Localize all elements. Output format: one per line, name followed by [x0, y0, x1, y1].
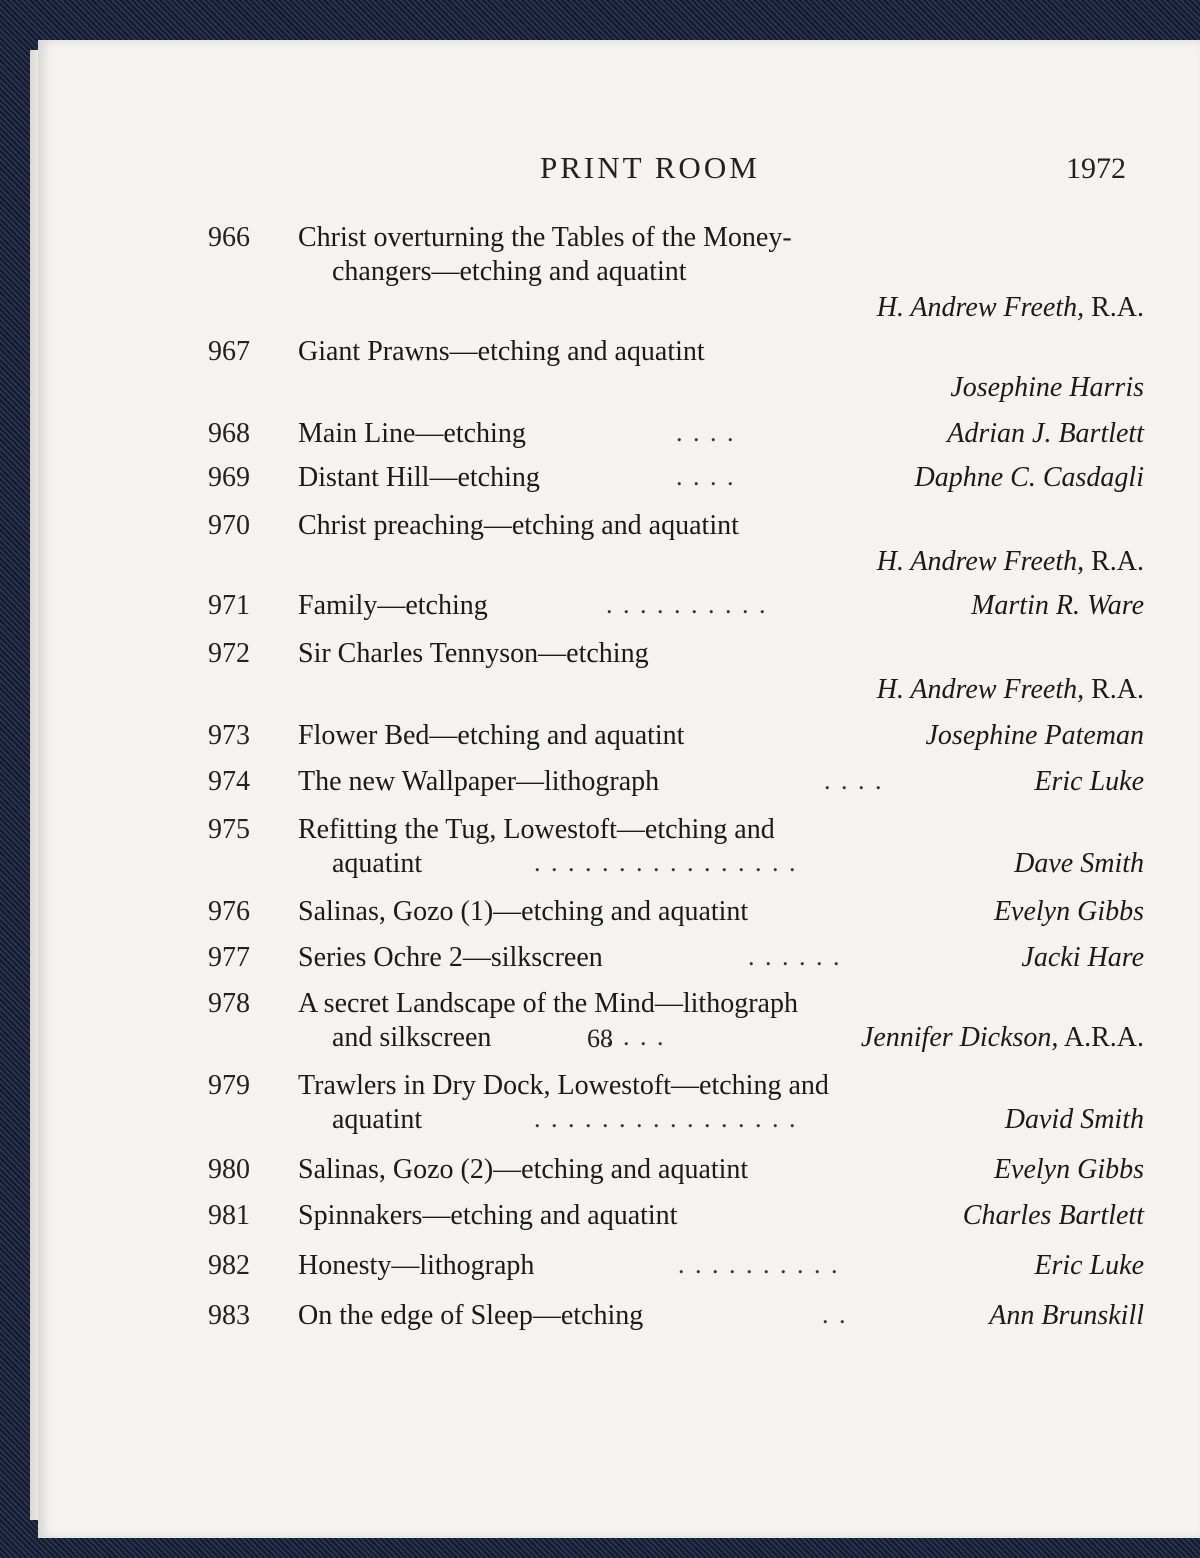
entry-title: Giant Prawns—etching and aquatint: [298, 336, 705, 367]
dot-leader: . . . .: [606, 1022, 666, 1051]
entry-973: [0, 720, 1200, 760]
entry-number: 978: [208, 988, 250, 1019]
entry-983: [0, 1300, 1200, 1340]
entry-number: 974: [208, 766, 250, 797]
entry-number: 969: [208, 462, 250, 493]
entry-number: 968: [208, 418, 250, 449]
entry-title: Family—etching: [298, 590, 488, 621]
dot-leader: . . . .: [676, 462, 736, 491]
entry-title-continued: aquatint: [332, 1104, 423, 1135]
entry-number: 973: [208, 720, 250, 751]
entry-title-continued: and silkscreen: [332, 1022, 492, 1053]
entry-976: [0, 896, 1200, 936]
entry-972: [0, 638, 1200, 678]
entry-974: [0, 766, 1200, 806]
entry-title: Salinas, Gozo (1)—etching and aquatint: [298, 896, 749, 927]
entry-artist: Josephine Pateman: [925, 720, 1144, 751]
entry-artist: Ann Brunskill: [989, 1300, 1144, 1331]
dot-leader: . . . .: [824, 766, 884, 795]
dot-leader: . . . . . . . . . . . . . . . .: [534, 1104, 798, 1133]
entry-966-line2: [0, 256, 1200, 296]
entry-title: The new Wallpaper—lithograph: [298, 766, 660, 797]
entry-977: [0, 942, 1200, 982]
entry-975-line2: [0, 848, 1200, 888]
entry-artist: Daphne C. Casdagli: [914, 462, 1144, 493]
entry-title-continued: changers—etching and aquatint: [332, 256, 687, 287]
entry-artist: Eric Luke: [1034, 1250, 1144, 1281]
entry-title: Series Ochre 2—silkscreen: [298, 942, 603, 973]
entry-969: [0, 462, 1200, 502]
page-number: 68: [587, 1024, 613, 1053]
entry-972-artist-line: [0, 674, 1200, 714]
entry-number: 977: [208, 942, 250, 973]
entry-number: 972: [208, 638, 250, 669]
entry-title: A secret Landscape of the Mind—lithograph: [298, 988, 798, 1019]
entry-number: 979: [208, 1070, 250, 1101]
entry-artist: Josephine Harris: [950, 372, 1144, 403]
entry-number: 976: [208, 896, 250, 927]
entry-title: On the edge of Sleep—etching: [298, 1300, 644, 1331]
entry-title: Sir Charles Tennyson—etching: [298, 638, 649, 669]
entry-970-artist-line: [0, 546, 1200, 586]
entry-artist: Eric Luke: [1034, 766, 1144, 797]
entry-artist: Dave Smith: [1014, 848, 1144, 879]
entry-title: Refitting the Tug, Lowestoft—etching and: [298, 814, 775, 845]
entry-981: [0, 1200, 1200, 1240]
entry-artist: Charles Bartlett: [962, 1200, 1144, 1231]
entry-970: [0, 510, 1200, 550]
entry-artist: H. Andrew Freeth, R.A.: [876, 674, 1144, 705]
dot-leader: . . . . . . . . . .: [606, 590, 768, 619]
entry-title-continued: aquatint: [332, 848, 423, 879]
entry-971: [0, 590, 1200, 630]
entry-title: Spinnakers—etching and aquatint: [298, 1200, 678, 1231]
entry-artist: H. Andrew Freeth, R.A.: [876, 292, 1144, 323]
dot-leader: . . . . . .: [748, 942, 842, 971]
entry-number: 966: [208, 222, 250, 253]
entry-title: Christ overturning the Tables of the Money-: [298, 222, 792, 253]
dot-leader: . . . . . . . . . . . . . . . .: [534, 848, 798, 877]
entry-artist: Evelyn Gibbs: [993, 896, 1144, 927]
entry-967-artist-line: [0, 372, 1200, 412]
entry-artist: Jennifer Dickson, A.R.A.: [860, 1022, 1144, 1053]
entry-artist: Martin R. Ware: [971, 590, 1144, 621]
page-title: PRINT ROOM: [540, 150, 760, 185]
entry-number: 971: [208, 590, 250, 621]
page-year: 1972: [1066, 152, 1126, 185]
entry-979-line2: [0, 1104, 1200, 1144]
entry-number: 981: [208, 1200, 250, 1231]
entry-968: [0, 418, 1200, 458]
entry-number: 983: [208, 1300, 250, 1331]
entry-artist: H. Andrew Freeth, R.A.: [876, 546, 1144, 577]
entry-title: Salinas, Gozo (2)—etching and aquatint: [298, 1154, 749, 1185]
entry-number: 975: [208, 814, 250, 845]
dot-leader: . . . . . . . . . .: [678, 1250, 840, 1279]
entry-number: 980: [208, 1154, 250, 1185]
running-head: [0, 150, 1200, 194]
entry-artist: Jacki Hare: [1021, 942, 1144, 973]
dot-leader: . . . .: [676, 418, 736, 447]
entry-number: 982: [208, 1250, 250, 1281]
entry-966-artist-line: [0, 292, 1200, 332]
entry-title: Distant Hill—etching: [298, 462, 540, 493]
entry-artist: David Smith: [1004, 1104, 1144, 1135]
entry-982: [0, 1250, 1200, 1290]
entry-number: 967: [208, 336, 250, 367]
entry-number: 970: [208, 510, 250, 541]
entry-title: Main Line—etching: [298, 418, 526, 449]
entry-title: Honesty—lithograph: [298, 1250, 535, 1281]
dot-leader: . .: [822, 1300, 848, 1329]
entry-title: Christ preaching—etching and aquatint: [298, 510, 739, 541]
entry-title: Flower Bed—etching and aquatint: [298, 720, 685, 751]
entry-967: [0, 336, 1200, 376]
entry-title: Trawlers in Dry Dock, Lowestoft—etching and: [298, 1070, 829, 1101]
entry-artist: Evelyn Gibbs: [993, 1154, 1144, 1185]
entry-artist: Adrian J. Bartlett: [947, 418, 1144, 449]
entry-980: [0, 1154, 1200, 1194]
